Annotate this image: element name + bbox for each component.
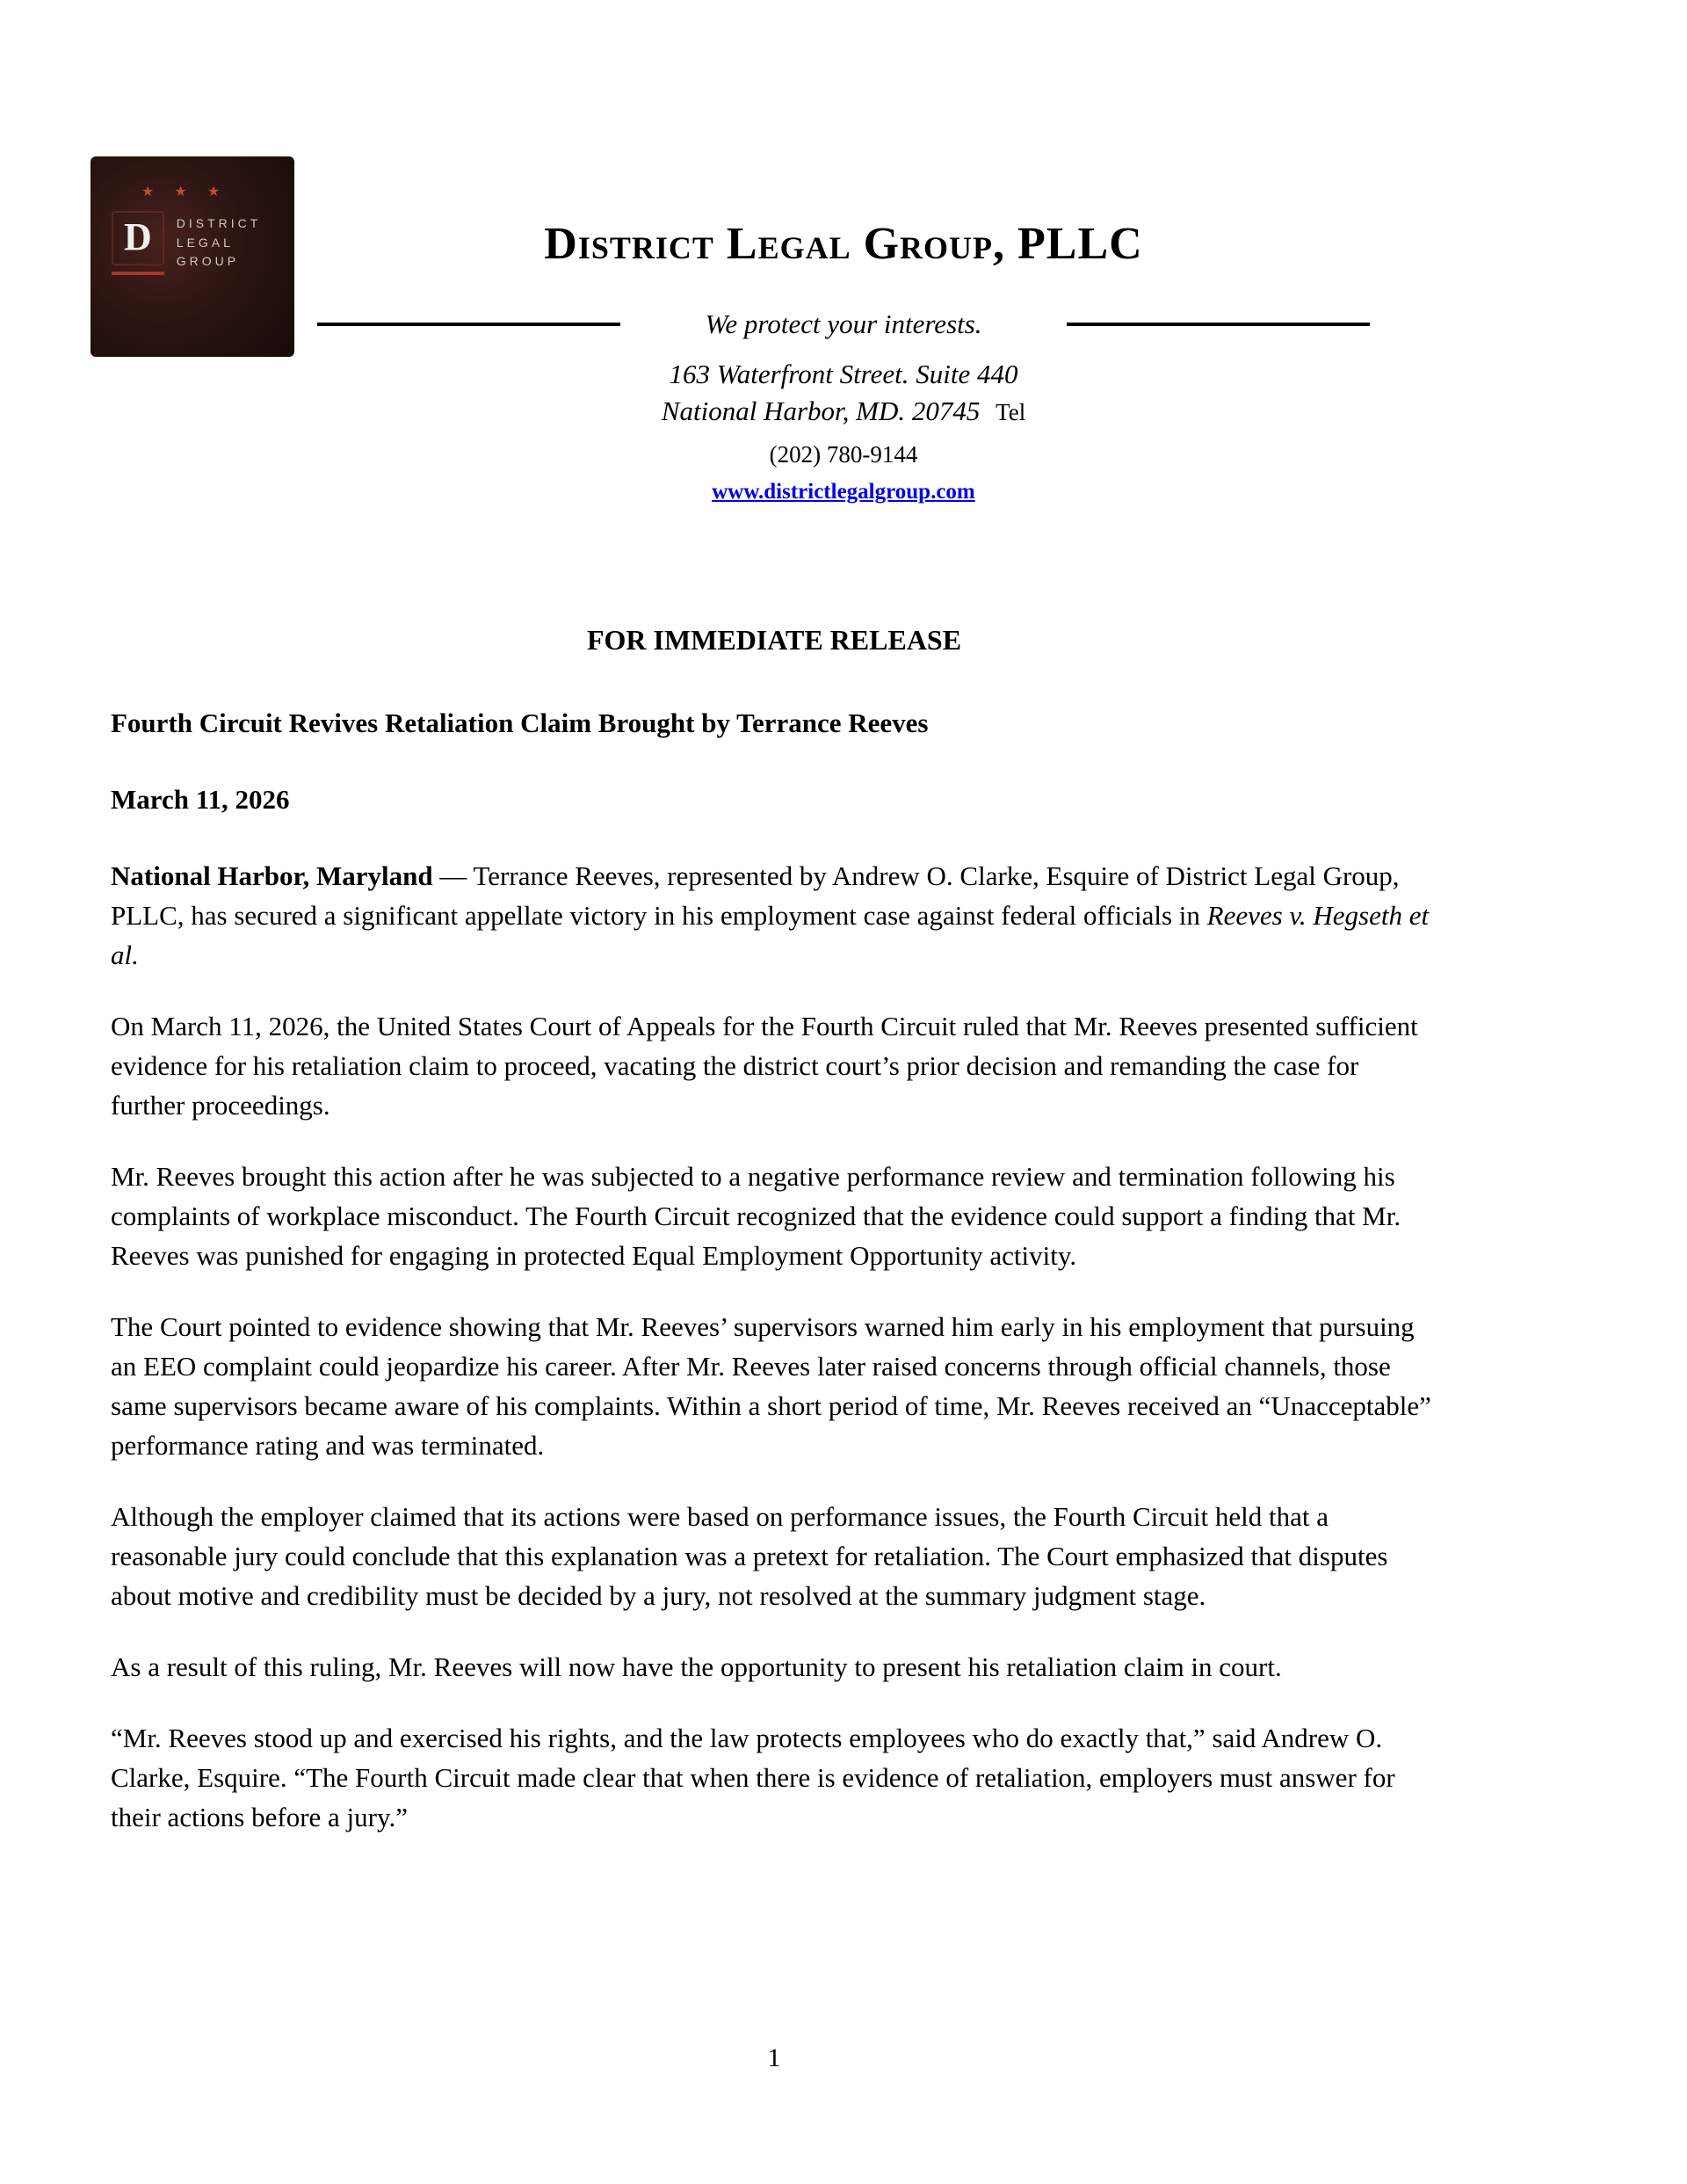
dateline-location: National Harbor, Maryland bbox=[111, 860, 433, 891]
firm-tagline: We protect your interests. bbox=[705, 308, 982, 339]
logo-word-district: DISTRICT bbox=[176, 215, 262, 230]
paragraph-evidence: The Court pointed to evidence showing that Mr. Reeves’ supervisors warned him early in his employment that pursuing an EEO complaint could jeopardize his career. After Mr. Reeves later raised concerns through official channels, those same supervisors became aware of his complaints. Within a short period of time, Mr. Reeves received an “Unacceptable” performance rating and was terminated. bbox=[111, 1311, 1431, 1461]
address-tel-label: Tel bbox=[996, 399, 1026, 425]
release-body bbox=[111, 622, 1437, 1837]
logo-letter-d: D bbox=[112, 211, 164, 265]
release-date: March 11, 2026 bbox=[111, 784, 290, 815]
firm-name: District Legal Group, PLLC bbox=[544, 219, 1143, 269]
release-headline: Fourth Circuit Revives Retaliation Claim Brought by Terrance Reeves bbox=[111, 707, 929, 738]
paragraph-result: As a result of this ruling, Mr. Reeves will now have the opportunity to present his retaliation claim in court. bbox=[111, 1651, 1282, 1682]
logo-red-rule bbox=[112, 272, 164, 275]
phone-number: (202) 780-9144 bbox=[769, 441, 918, 468]
address-city: National Harbor, MD. 20745 bbox=[661, 395, 981, 426]
logo-stars-icon: ★ ★ ★ bbox=[141, 183, 228, 200]
dateline-case-name: Reeves v. Hegseth et al. bbox=[111, 900, 1430, 970]
logo-monogram bbox=[112, 211, 164, 275]
address-line-1: 163 Waterfront Street. Suite 440 bbox=[669, 359, 1018, 389]
paragraph-pretext: Although the employer claimed that its actions were based on performance issues, the Fourth Circuit held that a reasonable jury could conclude that this explanation was a pretext for retaliation. The Court emphasized that disputes about motive and credibility must be decided by a jury, not resolved at the summary judgment stage. bbox=[111, 1501, 1388, 1611]
firm-logo bbox=[91, 156, 294, 357]
tagline-left-rule bbox=[317, 323, 620, 326]
paragraph-background: Mr. Reeves brought this action after he was subjected to a negative performance review and termination following his complaints of workplace misconduct. The Fourth Circuit recognized that the evidence could support a finding that Mr. Reeves was punished for engaging in protected Equal Employment Opportunity activity. bbox=[111, 1161, 1401, 1271]
logo-word-legal: LEGAL bbox=[176, 235, 234, 250]
paragraph-ruling: On March 11, 2026, the United States Court of Appeals for the Fourth Circuit ruled that Mr. Reeves presented sufficient evidence for his retaliation claim to proceed, vacating the district court’s prior decision and remanding the case for further proceedings. bbox=[111, 1011, 1418, 1121]
logo-wordmark bbox=[177, 214, 262, 272]
page-number: 1 bbox=[767, 2043, 781, 2072]
website-row bbox=[0, 477, 1687, 510]
paragraph-quote: “Mr. Reeves stood up and exercised his rights, and the law protects employees who do exactly that,” said Andrew O. Clarke, Esquire. “The Fourth Circuit made clear that when there is evidence of retaliation, employers must answer for their actions before a jury.” bbox=[111, 1723, 1395, 1832]
tagline-right-rule bbox=[1067, 323, 1370, 326]
logo-row bbox=[112, 211, 294, 275]
dateline-text: Terrance Reeves, represented by Andrew O. Clarke, Esquire of District Legal Group, PLLC, has secured a significant appellate victory in his employment case against federal officials in bbox=[111, 860, 1400, 931]
address-line-2 bbox=[0, 394, 1687, 430]
dateline-separator: — bbox=[432, 860, 474, 891]
paragraph-dateline bbox=[111, 856, 1437, 975]
website-link[interactable]: www.districtlegalgroup.com bbox=[712, 480, 975, 504]
logo-word-group: GROUP bbox=[176, 254, 240, 269]
letterhead bbox=[0, 0, 1687, 510]
release-banner: FOR IMMEDIATE RELEASE bbox=[586, 624, 962, 656]
